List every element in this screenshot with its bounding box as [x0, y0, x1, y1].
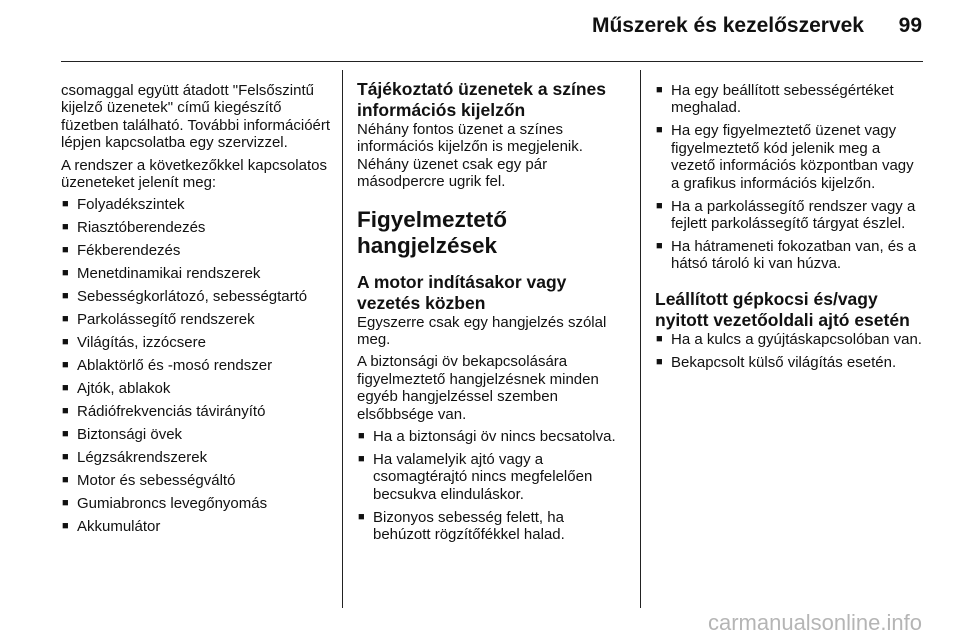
list-item: ■ Gumiabroncs levegőnyomás: [61, 495, 331, 512]
list-item: ■ Világítás, izzócsere: [61, 334, 331, 351]
list-item: ■ Parkolássegítő rendszerek: [61, 311, 331, 328]
col1-message-list: [61, 196, 331, 535]
col3-chime-list: [655, 82, 925, 273]
list-item: ■ Motor és sebességváltó: [61, 472, 331, 489]
col2-seatbelt-paragraph: A biztonsági öv bekapcsolására figyelmeztető hangjelzésnek minden egyéb hangjelzéssel szemben elsőbbsége van.: [357, 353, 599, 423]
list-item: ■ Ha a parkolássegítő rendszer vagy a fejlett parkolássegítő tárgyat észlel.: [655, 198, 925, 233]
col2-chime-paragraph: Egyszerre csak egy hangjelzés szólal meg.: [357, 313, 607, 349]
list-item: ■ Menetdinamikai rendszerek: [61, 265, 331, 282]
column-divider-1: [342, 70, 343, 608]
col2-info-paragraph: Néhány fontos üzenet a színes információs kijelzőn is megjelenik. Néhány üzenet csak egy pár másodpercre ugrik fel.: [357, 121, 583, 191]
list-item: ■ Fékberendezés: [61, 242, 331, 259]
subheading-parked-vehicle: Leállított gépkocsi és/vagy nyitott vezetőoldali ajtó esetén: [655, 288, 910, 330]
col2-chime-list: [357, 428, 625, 544]
header-divider: [61, 61, 923, 62]
section-heading-info-messages: Tájékoztató üzenetek a színes információs kijelzőn: [357, 79, 606, 120]
list-item: ■ Folyadékszintek: [61, 196, 331, 213]
page-header-title: Műszerek és kezelőszervek: [591, 14, 864, 37]
subheading-engine-start: A motor indításakor vagy vezetés közben: [357, 271, 567, 313]
page-number: 99: [898, 14, 922, 37]
list-item: ■ Ha a kulcs a gyújtáskapcsolóban van.: [655, 331, 925, 348]
col1-intro-paragraph: csomaggal együtt átadott "Felsőszintű kijelző üzenetek" című kiegészítő füzetben található. További információért lépjen kapcsolatba egy szervizzel.: [61, 82, 331, 152]
list-item: ■ Ha egy beállított sebességértéket meghalad.: [655, 82, 925, 117]
watermark: carmanualsonline.info: [707, 610, 922, 635]
list-item: ■ Bekapcsolt külső világítás esetén.: [655, 354, 925, 371]
list-item: ■ Rádiófrekvenciás távirányító: [61, 403, 331, 420]
col3-parked-list: [655, 331, 925, 371]
list-item: ■ Bizonyos sebesség felett, ha behúzott rögzítőfékkel halad.: [357, 509, 625, 544]
list-item: ■ Biztonsági övek: [61, 426, 331, 443]
list-item: ■ Légzsákrendszerek: [61, 449, 331, 466]
list-item: ■ Ha a biztonsági öv nincs becsatolva.: [357, 428, 625, 445]
section-heading-warning-chimes: Figyelmeztető hangjelzések: [357, 206, 508, 258]
column-2: [357, 79, 625, 549]
list-item: ■ Ha egy figyelmeztető üzenet vagy figyelmeztető kód jelenik meg a vezető információs központban vagy a grafikus információs kijelzőn.: [655, 122, 925, 192]
column-3: [655, 82, 925, 377]
column-1: [61, 82, 331, 541]
list-item: ■ Ablaktörlő és -mosó rendszer: [61, 357, 331, 374]
list-item: ■ Sebességkorlátozó, sebességtartó: [61, 288, 331, 305]
list-item: ■ Ha valamelyik ajtó vagy a csomagtérajtó nincs megfelelően becsukva elinduláskor.: [357, 451, 625, 503]
list-item: ■ Akkumulátor: [61, 518, 331, 535]
list-item: ■ Riasztóberendezés: [61, 219, 331, 236]
column-divider-2: [640, 70, 641, 608]
col1-lead-paragraph: A rendszer a következőkkel kapcsolatos üzeneteket jelenít meg:: [61, 156, 327, 192]
list-item: ■ Ha hátrameneti fokozatban van, és a hátsó tároló ki van húzva.: [655, 238, 925, 273]
list-item: ■ Ajtók, ablakok: [61, 380, 331, 397]
